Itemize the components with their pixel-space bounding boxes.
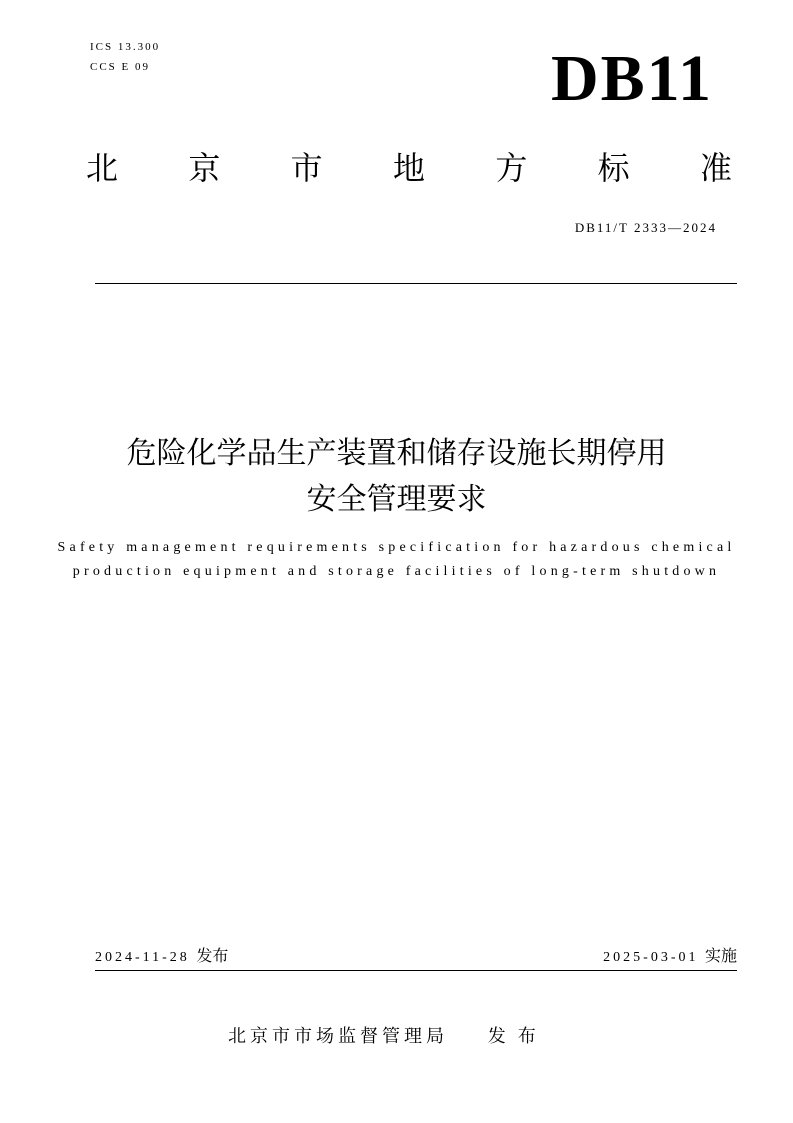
effective-date-block (603, 946, 737, 968)
effective-date: 2025-03-01 (603, 950, 699, 965)
standard-number: DB11/T 2333—2024 (574, 220, 717, 235)
issue-date: 2024-11-28 (95, 950, 190, 965)
authority-title-char: 准 (699, 149, 732, 187)
publisher-line (228, 1025, 548, 1049)
english-title-line-1: Safety management requirements specification for hazardous chemical (57, 540, 736, 555)
authority-title-char: 市 (290, 149, 323, 187)
issue-date-block (95, 946, 228, 968)
db11-logo: DB11 (550, 42, 713, 115)
publisher-name: 北京市市场监督管理局 (228, 1026, 448, 1047)
authority-title (86, 148, 732, 188)
chinese-title-line-1: 危险化学品生产装置和储存设施长期停用 (126, 436, 667, 471)
ccs-code: CCS E 09 (90, 61, 151, 73)
issue-label: 发布 (196, 946, 229, 965)
ics-code: ICS 13.300 (90, 41, 161, 53)
authority-title-char: 京 (188, 149, 221, 187)
authority-title-char: 方 (495, 149, 528, 187)
authority-title-char: 标 (597, 149, 630, 187)
top-divider (95, 283, 737, 284)
effective-label: 实施 (704, 946, 737, 965)
publisher-action: 发布 (487, 1026, 548, 1047)
authority-title-char: 北 (86, 149, 119, 187)
authority-title-char: 地 (392, 149, 425, 187)
bottom-divider (95, 970, 737, 971)
chinese-title-line-2: 安全管理要求 (306, 482, 487, 517)
english-title-line-2: production equipment and storage facilities of long-term shutdown (72, 564, 721, 579)
